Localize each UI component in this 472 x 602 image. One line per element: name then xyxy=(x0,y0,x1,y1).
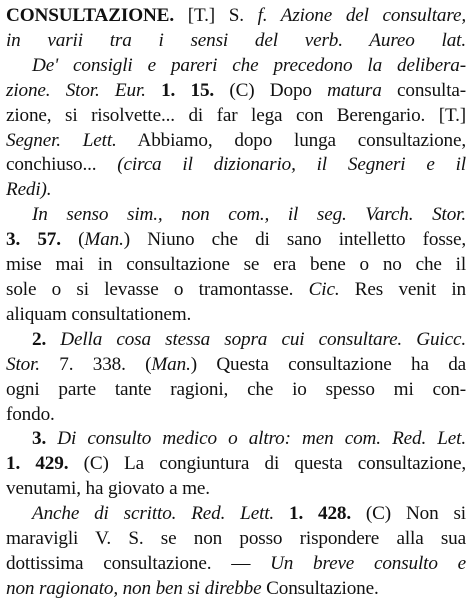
body-text: ) Questa consultazione ha da xyxy=(190,353,467,375)
entry-line xyxy=(6,577,466,602)
entry-line xyxy=(6,403,466,428)
body-text: 7. 338. ( xyxy=(39,353,152,375)
italic-text: Man. xyxy=(84,229,124,251)
italic-text: matura xyxy=(327,79,382,101)
entry-line xyxy=(6,129,466,154)
body-text: ogni parte tante ragioni, che io spesso mi con- xyxy=(6,378,466,400)
entry-line xyxy=(6,328,466,353)
italic-text: Di consulto medico o altro: men com. Red. Let. xyxy=(46,428,466,450)
entry-line xyxy=(6,502,466,527)
entry-line xyxy=(6,79,466,104)
entry-line xyxy=(6,278,466,303)
body-text: venutami, ha giovato a me. xyxy=(6,478,210,500)
entry-line xyxy=(6,552,466,577)
bold-reference: 2. xyxy=(32,328,47,350)
entry-line xyxy=(6,29,466,54)
italic-text: Cic. xyxy=(308,278,340,300)
entry-line xyxy=(6,178,466,203)
bold-reference: 1. 429. xyxy=(6,453,69,475)
italic-text: (circa il dizionario, il Segneri e il xyxy=(117,154,466,176)
italic-text: Man. xyxy=(151,353,191,375)
entry-line xyxy=(6,228,466,253)
bold-reference: 3. xyxy=(32,428,47,450)
body-text: dottissima consultazione. — xyxy=(6,552,271,574)
italic-text: non ragionato, non ben si direbbe xyxy=(6,577,262,599)
body-text: (C) La congiuntura di questa consultazione, xyxy=(68,453,466,475)
bold-reference: 3. 57. xyxy=(6,229,61,251)
italic-text: Anche di scritto. Red. Lett. xyxy=(32,503,289,525)
italic-text: in varii tra i sensi del verb. Aureo lat. xyxy=(6,29,466,51)
body-text: sole o si levasse o tramontasse. xyxy=(6,278,309,300)
body-text: ( xyxy=(60,229,85,251)
italic-text: Segner. Lett. xyxy=(6,129,117,151)
italic-text: In senso sim., non com., il seg. Varch. Stor. xyxy=(32,204,466,226)
bold-reference: CONSULTAZIONE. xyxy=(6,5,174,26)
italic-text: Un breve consulto e xyxy=(270,552,466,574)
entry-line xyxy=(6,253,466,278)
body-text: maravigli V. S. se non posso rispondere alla sua xyxy=(6,528,466,550)
body-text: zione, si risolvette... di far lega con Berengario. [T.] xyxy=(6,104,466,126)
entry-line xyxy=(6,203,466,228)
italic-text: Della cosa stessa sopra cui consultare. Guicc. xyxy=(46,328,466,350)
entry-line xyxy=(6,54,466,79)
bold-reference: 1. 428. xyxy=(289,503,351,525)
entry-line xyxy=(6,104,466,129)
body-text: ) Niuno che di sano intelletto fosse, xyxy=(123,229,467,251)
body-text: Consultazione. xyxy=(261,577,379,599)
body-text: Abbiamo, dopo lunga consultazione, xyxy=(116,129,466,151)
entry-line xyxy=(6,427,466,452)
body-text: fondo. xyxy=(6,403,55,425)
entry-line xyxy=(6,153,466,178)
italic-text: f. Azione del consultare, xyxy=(257,5,466,26)
body-text: mise mai in consultazione se era bene o no che il xyxy=(6,254,466,276)
entry-line xyxy=(6,303,466,328)
italic-text: Stor. xyxy=(6,353,40,375)
entry-line xyxy=(6,527,466,552)
italic-text: Redi). xyxy=(6,179,52,201)
dictionary-entry xyxy=(6,4,466,602)
body-text: (C) Dopo xyxy=(214,79,328,101)
body-text: Res venit in xyxy=(339,278,467,300)
body-text: consulta- xyxy=(381,79,466,101)
italic-text: zione. Stor. Eur. xyxy=(6,79,162,101)
entry-line xyxy=(6,452,466,477)
entry-line xyxy=(6,4,466,29)
body-text: [T.] S. xyxy=(173,5,258,26)
body-text: aliquam consultationem. xyxy=(6,303,192,325)
entry-line xyxy=(6,353,466,378)
body-text: conchiuso... xyxy=(6,154,118,176)
entry-line xyxy=(6,378,466,403)
entry-line xyxy=(6,477,466,502)
italic-text: De' consigli e pareri che precedono la delibera- xyxy=(32,54,466,76)
bold-reference: 1. 15. xyxy=(161,79,215,101)
body-text: (C) Non si xyxy=(351,503,466,525)
